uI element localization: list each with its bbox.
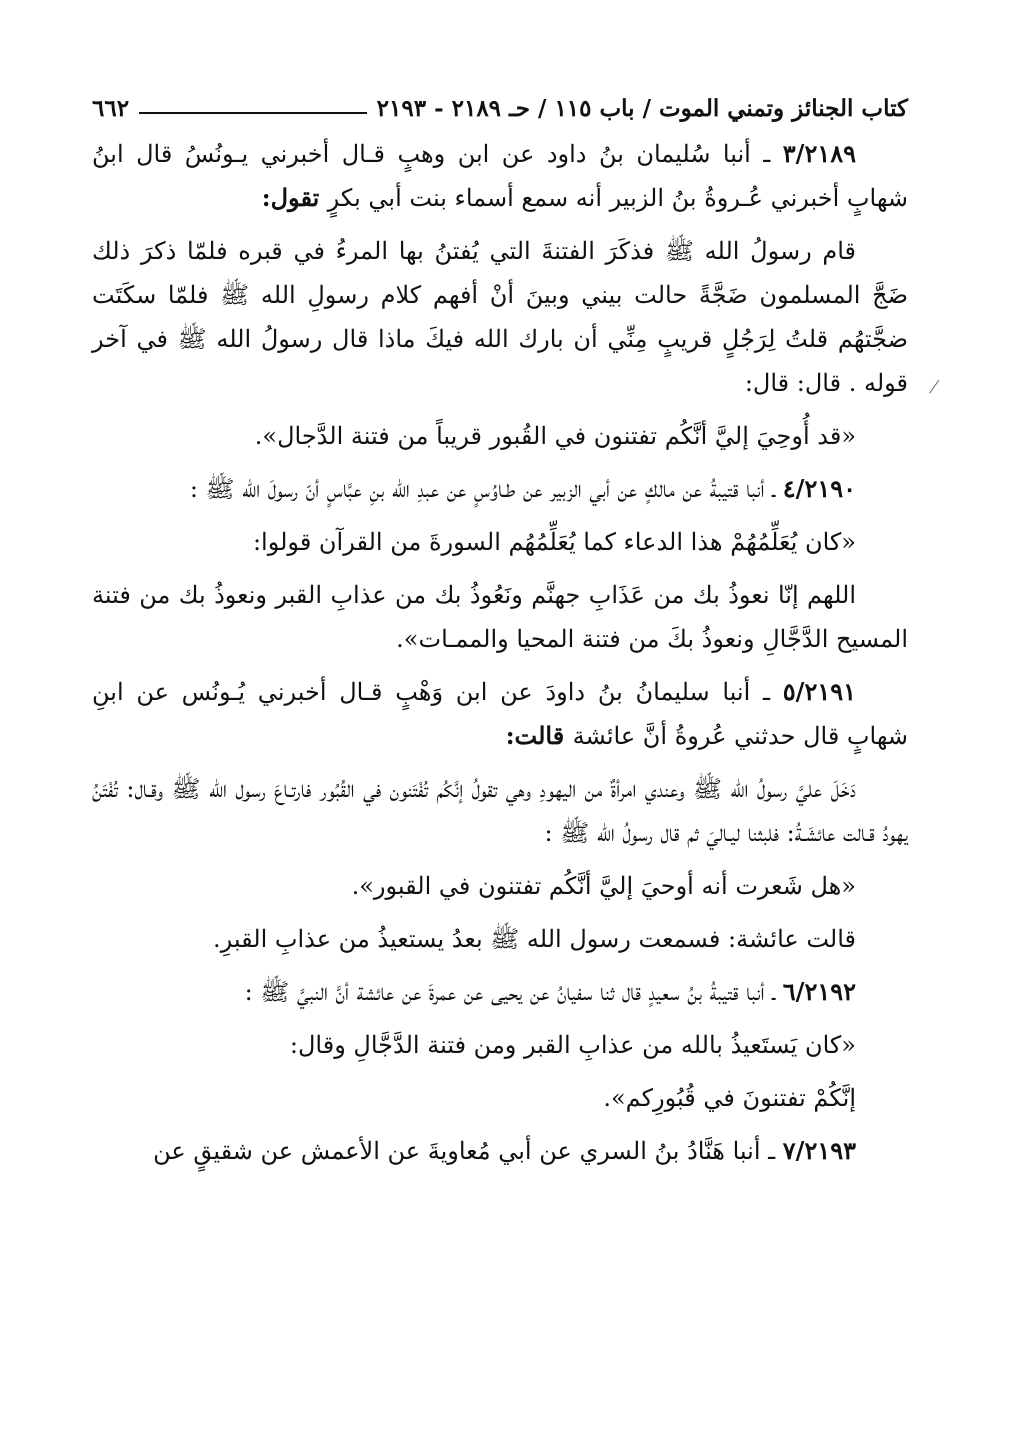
- hadith-2193: [92, 1129, 908, 1173]
- hadith-2192: [92, 970, 908, 1014]
- hadith-text: ـ أنبا قتيبةُ عن مالكٍ عن أبي الزبير عن طـاوُسٍ عن عبدِ الله بنِ عبَّاسٍ أنّ رسولَ الله ﷺ :: [189, 475, 783, 503]
- hadith-2191: [92, 670, 908, 758]
- hadith-text: ـ أنبا سُليمان بنُ داود عن ابن وهبٍ قـال أخبرني يـونُسُ قال ابنُ شهابٍ أخبرني عُـروةُ بنُ الزبير أنه سمع أسماء بنت أبي بكرٍ: [92, 140, 908, 212]
- prophetic-quote: «كان يُعَلِّمُهُمْ هذا الدعاء كما يُعَلِّمُهُم السورةَ من القرآن قولوا:: [252, 528, 856, 556]
- hadith-text: ـ أنبا قتيبةُ بنُ سعيدٍ قال ثنا سفيانُ عن يحيى عن عمرةَ عن عائشة أنَّ النبيَّ ﷺ :: [244, 978, 783, 1006]
- supplication-paragraph: اللهم إنّا نعوذُ بك من عَذَابِ جهنَّم ونَعُوذُ بك من عذابِ القبر ونعوذُ بك من فتنة المسيح الدَّجَّالِ ونعوذُ بكَ من فتنة المحيا والممـات».: [92, 581, 908, 653]
- prophetic-quote: «كان يَستَعيذُ بالله من عذابِ القبر ومن فتنة الدَّجَّالِ وقال:: [289, 1031, 856, 1059]
- hadith-text: ـ أنبا هَنَّادُ بنُ السري عن أبي مُعاويةَ عن الأعمش عن شقيقٍ عن: [153, 1137, 783, 1165]
- hadith-number: ٣/٢١٨٩: [782, 139, 856, 168]
- narration-paragraph: دَخَلَ عليَّ رسولُ الله ﷺ وعندي امرأةٌ من اليهودِ وهي تقولُ إنَّكُم تُفْتَنون في القُبُور فارتـاعَ رسول الله ﷺ وقـال: تُفْتَنُ يهودُ قـالت عائشَـةُ: فلبثنا ليـاليَ ثم قال رسولُ الله ﷺ :: [92, 775, 908, 847]
- page-header: [92, 88, 908, 122]
- hadith-2190: [92, 467, 908, 511]
- hadith-2189: [92, 132, 908, 220]
- hadith-number: ٧/٢١٩٣: [782, 1136, 856, 1165]
- hadith-text-tail: قالت:: [505, 721, 573, 750]
- hadith-number: ٤/٢١٩٠: [782, 474, 856, 503]
- narrator-remark: قالت عائشة: فسمعت رسول الله ﷺ بعدُ يستعيذُ من عذابِ القبرِ.: [213, 925, 856, 953]
- hadith-text-tail: تقول:: [261, 183, 328, 212]
- hadith-text: ـ أنبا سليمانُ بنُ داودَ عن ابن وَهْبٍ قـال أخبرني يُـونُس عن ابنِ شهابٍ قال حدثني عُروةُ أنَّ عائشة: [92, 678, 908, 750]
- prophetic-quote: «قد أُوحِيَ إليَّ أنَّكُم تفتنون في القُبور قريباً من فتنة الدَّجال».: [254, 422, 856, 450]
- page-number: ٦٦٢: [92, 95, 130, 122]
- page-body: [92, 132, 908, 1173]
- narration-paragraph: قام رسولُ الله ﷺ فذكَرَ الفتنةَ التي يُفتنُ بها المرءُ في قبره فلمّا ذكرَ ذلك ضَجَّ المسلمون ضَجَّةً حالت بيني وبينَ أنْ أفهم كلام رسولِ الله ﷺ فلمّا سكَتَت ضجَّتهُم قلتُ لِرَجُلٍ قريبٍ مِنِّي أن بارك الله فيكَ ماذا قال رسولُ الله ﷺ في آخر قوله . قال: قال:: [92, 237, 909, 397]
- margin-pencil-mark: [929, 380, 946, 398]
- prophetic-quote: «هل شَعرت أنه أوحيَ إليَّ أنَّكُم تفتنون في القبور».: [351, 872, 856, 900]
- prophetic-quote-continued: إنَّكُمْ تفتنونَ في قُبُورِكم».: [603, 1084, 856, 1112]
- hadith-number: ٦/٢١٩٢: [782, 977, 856, 1006]
- header-rule: [139, 112, 367, 114]
- hadith-number: ٥/٢١٩١: [782, 677, 856, 706]
- running-title: كتاب الجنائز وتمني الموت / باب ١١٥ / حـ ٢١٨٩ - ٢١٩٣: [376, 95, 908, 122]
- document-page: [92, 88, 908, 1182]
